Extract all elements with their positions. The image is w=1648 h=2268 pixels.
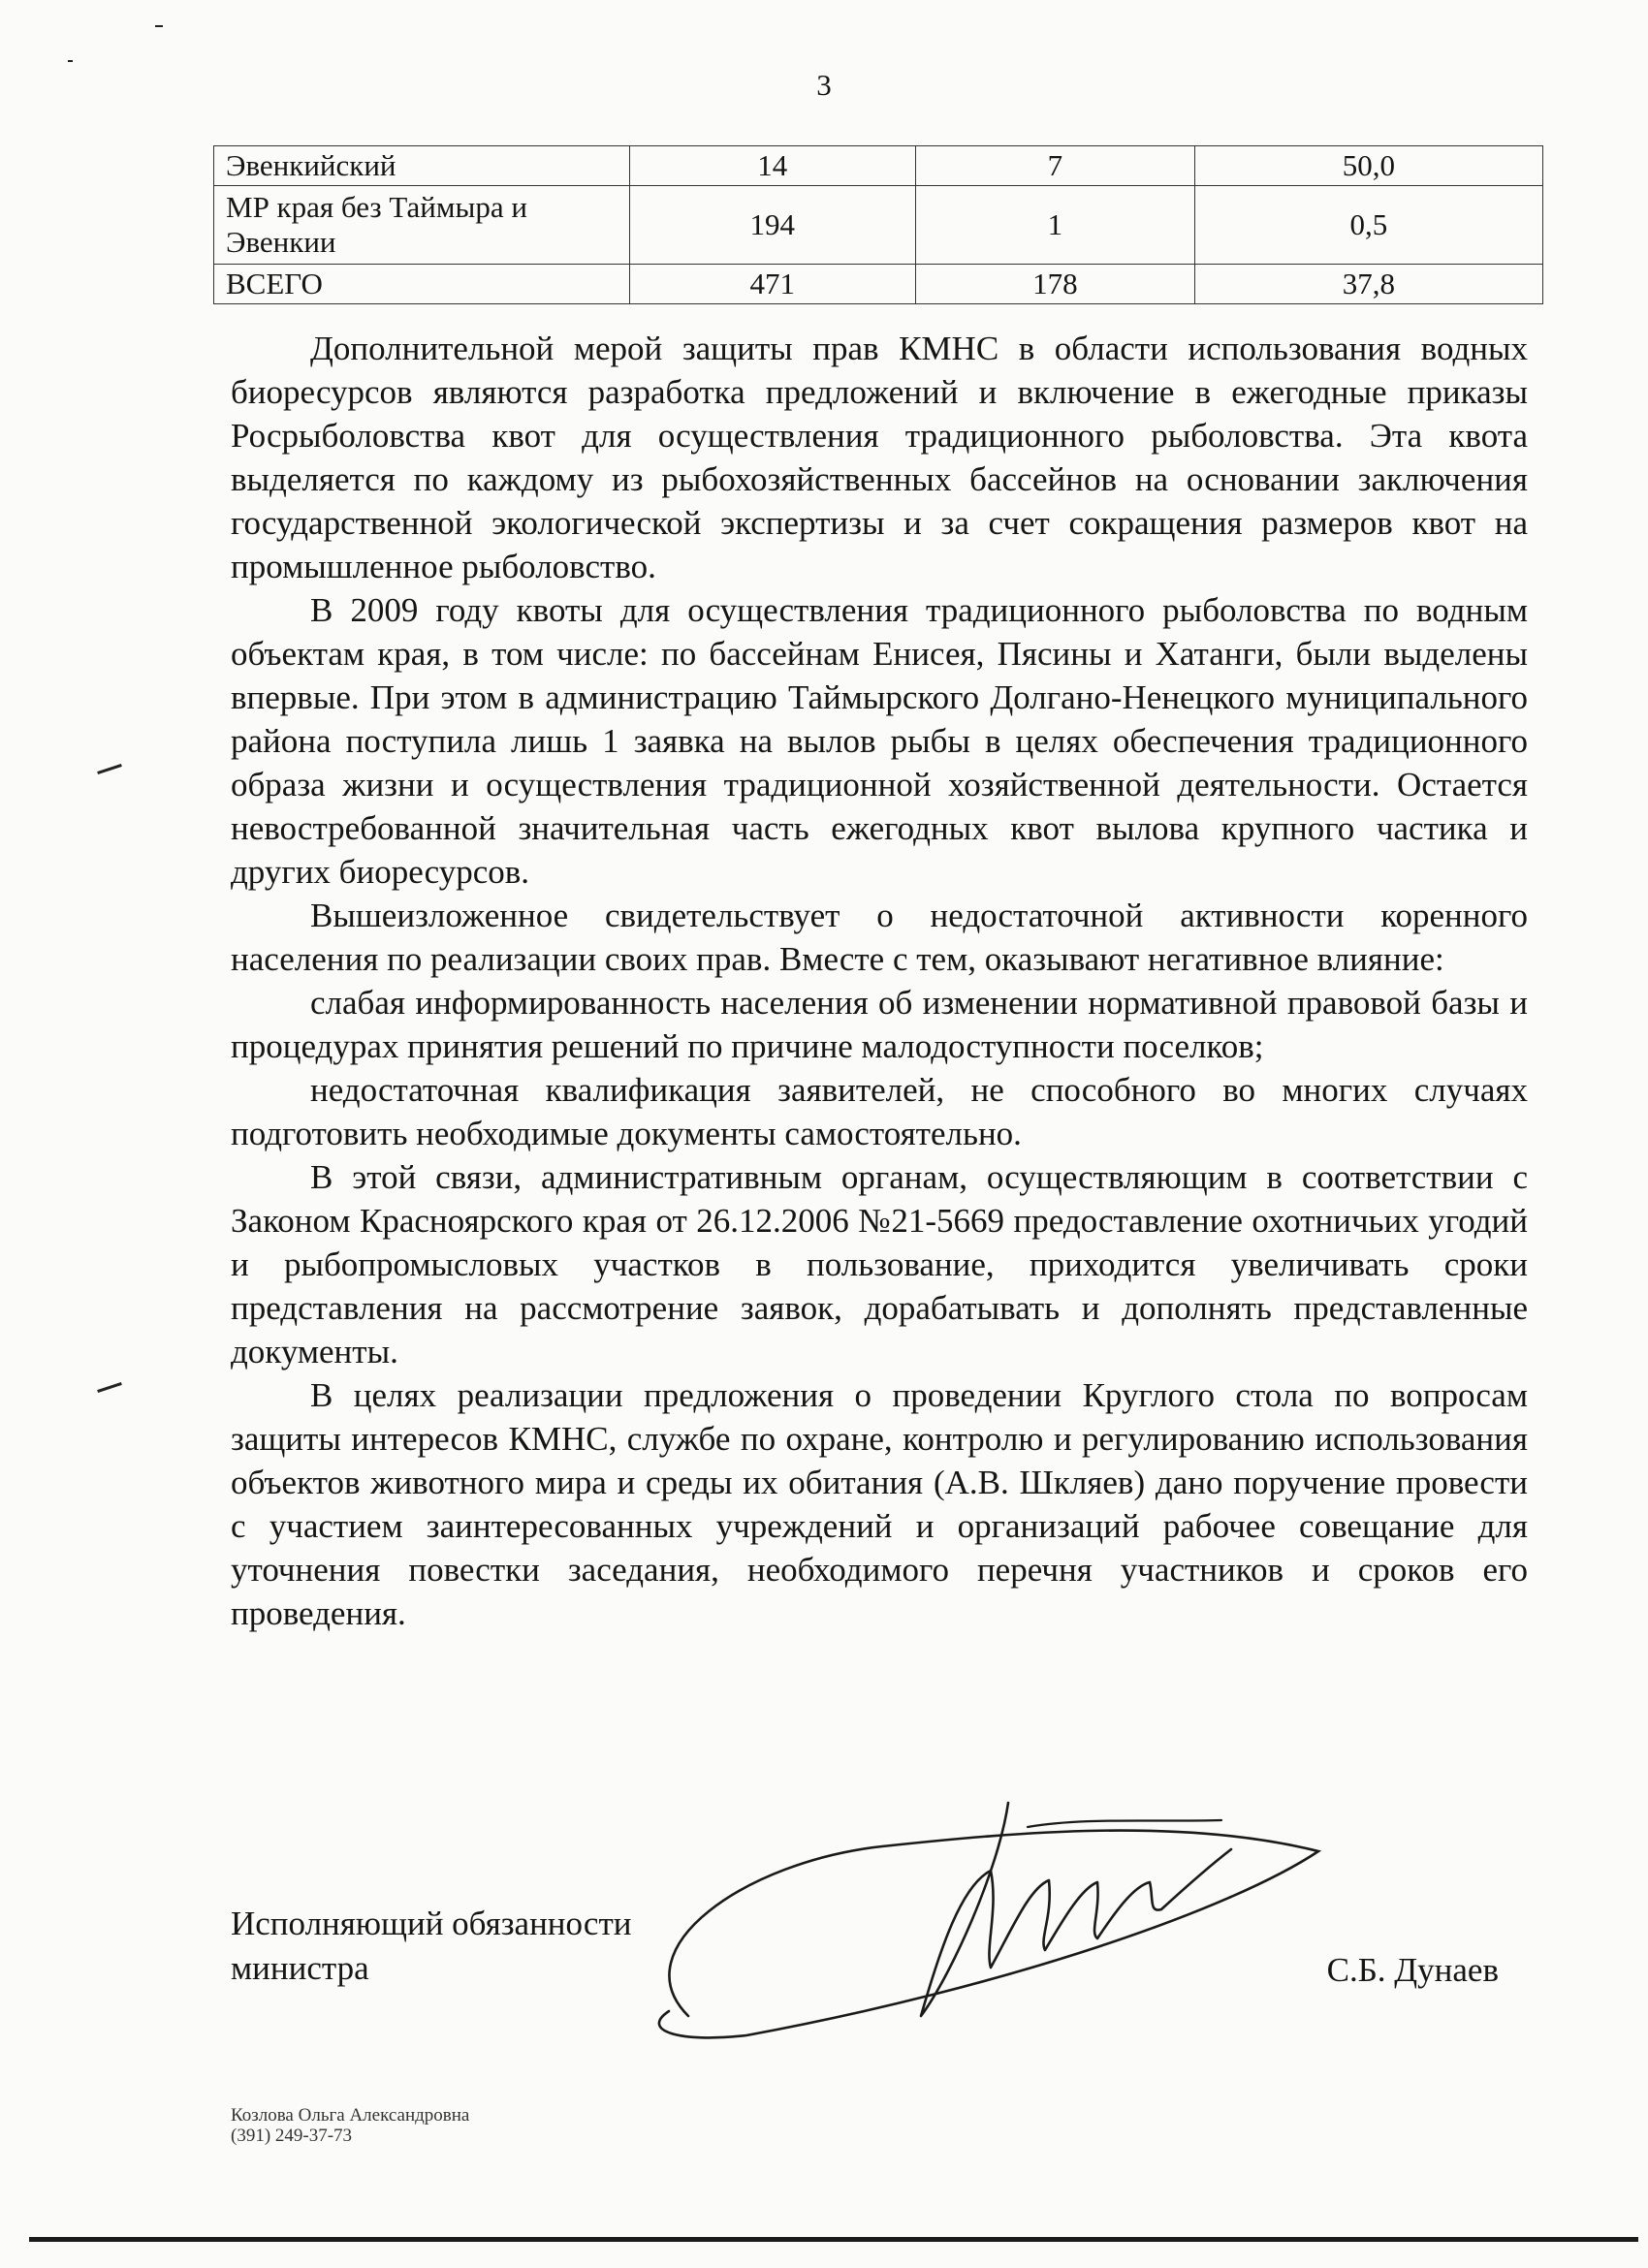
table-cell-value: 7: [915, 146, 1194, 186]
scan-mark: [97, 1382, 122, 1393]
statistics-table: [213, 145, 1543, 304]
body-paragraph: В этой связи, административным органам, осуществляющим в соответствии с Законом Красноярского края от 26.12.2006 №21-5669 предоставление охотничьих угодий и рыбопромысловых участков в пользование, приходится увеличивать сроки представления на рассмотрение заявок, дорабатывать и дополнять представленные документы.: [231, 1158, 1528, 1370]
handwritten-signature: [601, 1793, 1357, 2084]
table-row: [214, 146, 1543, 186]
executor-info: [231, 2105, 469, 2146]
body-paragraph: В 2009 году квоты для осуществления традиционного рыболовства по водным объектам края, в том числе: по бассейнам Енисея, Пясины и Хатанги, были выделены впервые. При этом в администрацию Таймырского Долгано-Ненецкого муниципального района поступила лишь 1 заявка на вылов рыбы в целях обеспечения традиционного образа жизни и осуществления традиционной хозяйственной деятельности. Остается невостребованной значительная часть ежегодных квот вылова крупного частика и других биоресурсов.: [231, 591, 1528, 891]
body-paragraph: Дополнительной мерой защиты прав КМНС в области использования водных биоресурсов являются разработка предложений и включение в ежегодные приказы Росрыболовства квот для осуществления традиционного рыболовства. Эта квота выделяется по каждому из рыбохозяйственных бассейнов на основании заключения государственной экологической экспертизы и за счет сокращения размеров квот на промышленное рыболовство.: [231, 330, 1528, 585]
body-paragraph: Вышеизложенное свидетельствует о недостаточной активности коренного населения по реализации своих прав. Вместе с тем, оказывают негативное влияние:: [231, 897, 1528, 978]
document-body: [231, 327, 1528, 1635]
scan-mark: [68, 60, 73, 62]
body-paragraph: недостаточная квалификация заявителей, не способного во многих случаях подготовить необходимые документы самостоятельно.: [231, 1071, 1528, 1152]
table-cell-value: 178: [915, 265, 1194, 304]
executor-phone: (391) 249-37-73: [231, 2126, 353, 2146]
table-row: [214, 186, 1543, 265]
bottom-border-line: [29, 2237, 1638, 2242]
body-paragraph: В целях реализации предложения о проведении Круглого стола по вопросам защиты интересов КМНС, службе по охране, контролю и регулированию использования объектов животного мира и среды их обитания (А.В. Шкляев) дано поручение провести с участием заинтересованных учреждений и организаций рабочее совещание для уточнения повестки заседания, необходимого перечня участников и сроков его проведения.: [231, 1376, 1528, 1632]
signatory-role-line: Исполняющий обязанности: [231, 1905, 632, 1942]
scan-mark: [155, 25, 163, 27]
executor-name: Козлова Ольга Александровна: [231, 2105, 470, 2126]
table-cell-value: 0,5: [1194, 186, 1542, 265]
table-cell-name: ВСЕГО: [214, 265, 630, 304]
table-cell-name: МР края без Таймыра и Эвенкии: [214, 186, 630, 265]
scan-mark: [97, 764, 122, 774]
table-cell-value: 471: [629, 265, 915, 304]
body-paragraph: слабая информированность населения об изменении нормативной правовой базы и процедурах принятия решений по причине малодоступности поселков;: [231, 984, 1528, 1065]
table-cell-name: Эвенкийский: [214, 146, 630, 186]
table-cell-value: 1: [915, 186, 1194, 265]
signatory-role-line: министра: [231, 1949, 369, 1987]
page-number: 3: [816, 68, 832, 102]
table-cell-value: 14: [629, 146, 915, 186]
table-cell-value: 50,0: [1194, 146, 1542, 186]
signatory-role: [231, 1902, 631, 1991]
table-row: [214, 265, 1543, 304]
signatory-name: С.Б. Дунаев: [1326, 1951, 1499, 1989]
table-cell-value: 194: [629, 186, 915, 265]
table-cell-value: 37,8: [1194, 265, 1542, 304]
